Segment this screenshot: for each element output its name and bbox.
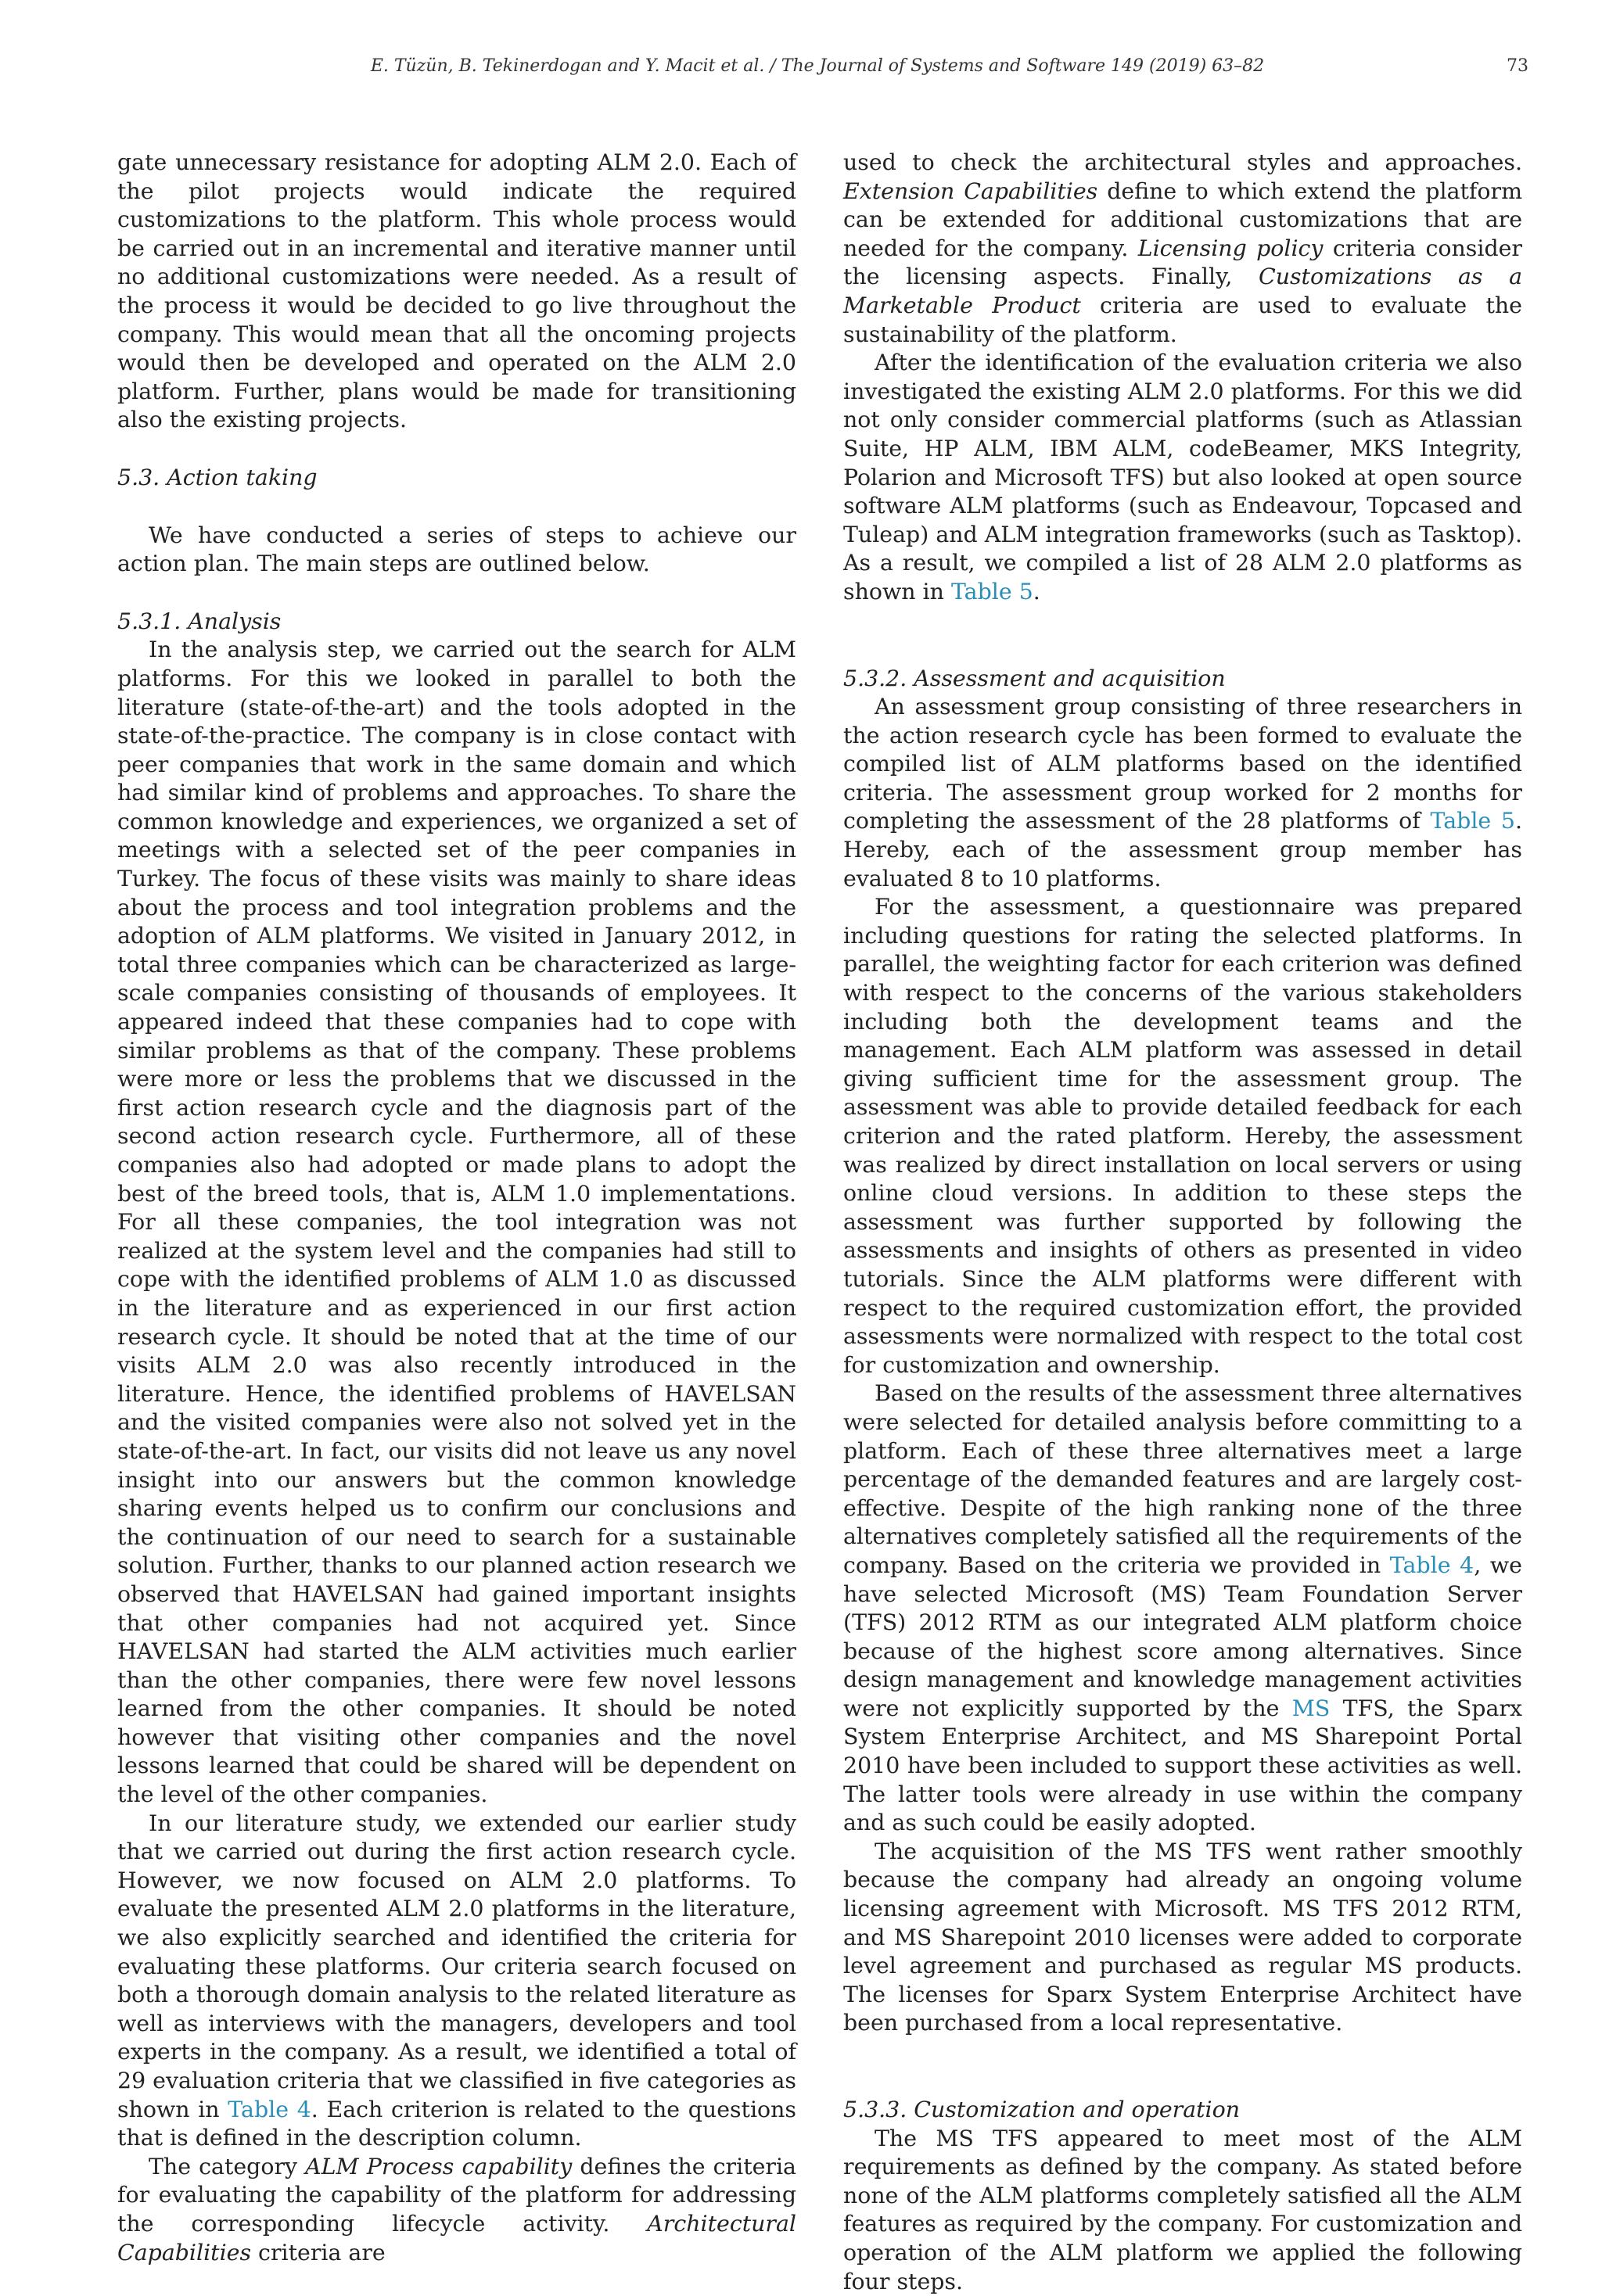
left-column bbox=[117, 149, 796, 2267]
paragraph-customization: The MS TFS appeared to meet most of the ALM requirements as defined by the company. As stated before none of the ALM platforms completely satisfied all the ALM features as required by the company. For customization and operation of the ALM platform we applied the following four steps. bbox=[843, 2125, 1522, 2294]
table-4-link[interactable]: Table 4 bbox=[228, 2096, 311, 2122]
subsection-heading-analysis: 5.3.1. Analysis bbox=[117, 608, 282, 634]
paragraph-literature-study: In our literature study, we extended our earlier study that we carried out during the first action research cycle. However, we now focused on ALM 2.0 platforms. To evaluate the presented ALM 2.0 platforms in the literature, we also explicitly searched and identified the criteria for evaluating these platforms. Our criteria search focused on both a thorough domain analysis to the related literature as well as interviews with the managers, developers and tool experts in the company. As a result, we identified a total of 29 evaluation criteria that we classified in five categories as shown in Table 4. Each criterion is related to the questions that is defined in the description column. bbox=[117, 1810, 796, 2151]
journal-citation: E. Tüzün, B. Tekinerdogan and Y. Macit et al. / The Journal of Systems and Software 149 (2019) 63–82 bbox=[370, 56, 1265, 76]
table-5-link[interactable]: Table 5 bbox=[950, 578, 1033, 604]
paragraph-questionnaire: For the assessment, a questionnaire was prepared including questions for rating the selected platforms. In parallel, the weighting factor for each criterion was defined with respect to the concerns of the various stakeholders including both the development teams and the management. Each ALM platform was assessed in detail giving sufficient time for the assessment group. The assessment was able to provide detailed feedback for each criterion and the rated platform. Hereby, the assessment was realized by direct installation on local servers or using online cloud versions. In addition to these steps the assessment was further supported by following the assessments and insights of others as presented in video tutorials. Since the ALM platforms were different with respect to the required customization effort, the provided assessments were normalized with respect to the total cost for customization and ownership. bbox=[843, 894, 1522, 1378]
paragraph-alternatives: Based on the results of the assessment three alternatives were selected for detailed analysis before committing to a platform. Each of these three alternatives meet a large percentage of the demanded features and are largely cost-effective. Despite of the high ranking none of the three alternatives completely satisfied all the requirements of the company. Based on the criteria we provided in Table 4, we have selected Microsoft (MS) Team Foundation Server (TFS) 2012 RTM as our integrated ALM platform choice because of the highest score among alternatives. Since design management and knowledge management activities were not explicitly supported by the MS TFS, the Sparx System Enterprise Architect, and MS Sharepoint Portal 2010 have been included to support these activities as well. The latter tools were already in use within the company and as such could be easily adopted. bbox=[843, 1380, 1522, 1836]
paragraph-criteria-categories: The category ALM Process capability defines the criteria for evaluating the capability of the platform for addressing the corresponding lifecycle activity. Architectural Capabilities criteria are bbox=[117, 2153, 796, 2266]
subsection-heading-assessment: 5.3.2. Assessment and acquisition bbox=[843, 665, 1226, 691]
paragraph-criteria-continued: used to check the architectural styles and approaches. Extension Capabilities define to which extend the platform can be extended for additional customizations that are needed for the company. Licensing policy criteria consider the licensing aspects. Finally, Customizations as a Marketable Product criteria are used to evaluate the sustainability of the platform. bbox=[843, 149, 1522, 347]
page-number: 73 bbox=[1507, 56, 1528, 76]
right-column bbox=[843, 149, 1522, 2296]
ms-link[interactable]: MS bbox=[1291, 1695, 1331, 1721]
paragraph-continuation: gate unnecessary resistance for adopting ALM 2.0. Each of the pilot projects would indicate the required customizations to the platform. This whole process would be carried out in an incremental and iterative manner until no additional customizations were needed. As a result of the process it would be decided to go live throughout the company. This would mean that all the oncoming projects would then be developed and operated on the ALM 2.0 platform. Further, plans would be made for transitioning also the existing projects. bbox=[117, 149, 796, 433]
subsection-heading-customization: 5.3.3. Customization and operation bbox=[843, 2097, 1240, 2122]
table-4-link[interactable]: Table 4 bbox=[1389, 1552, 1474, 1578]
paragraph-analysis: In the analysis step, we carried out the search for ALM platforms. For this we looked in parallel to both the literature (state-of-the-art) and the tools adopted in the state-of-the-practice. The company is in close contact with peer companies that work in the same domain and which had similar kind of problems and approaches. To share the common knowledge and experiences, we organized a set of meetings with a selected set of the peer companies in Turkey. The focus of these visits was mainly to share ideas about the process and tool integration problems and the adoption of ALM platforms. We visited in January 2012, in total three companies which can be characterized as large-scale companies consisting of thousands of employees. It appeared indeed that these companies had to cope with similar problems as that of the company. These problems were more or less the problems that we discussed in the first action research cycle and the diagnosis part of the second action research cycle. Furthermore, all of these companies also had adopted or made plans to adopt the best of the breed tools, that is, ALM 1.0 implementations. For all these companies, the tool integration was not realized at the system level and the companies had still to cope with the identified problems of ALM 1.0 as discussed in the literature and as experienced in our first action research cycle. It should be noted that at the time of our visits ALM 2.0 was also recently introduced in the literature. Hence, the identified problems of HAVELSAN and the visited companies were also not solved yet in the state-of-the-art. In fact, our visits did not leave us any novel insight into our answers but the common knowledge sharing events helped us to confirm our conclusions and the continuation of our need to search for a sustainable solution. Further, thanks to our planned action research we observed that HAVELSAN had gained important insights that other companies had not acquired yet. Since HAVELSAN had started the ALM activities much earlier than the other companies, there were few novel lessons learned from the other companies. It should be noted however that visiting other companies and the novel lessons learned that could be shared will be dependent on the level of the other companies. bbox=[117, 637, 796, 1808]
paragraph-acquisition: The acquisition of the MS TFS went rather smoothly because the company had already an ongoing volume licensing agreement with Microsoft. MS TFS 2012 RTM, and MS Sharepoint 2010 licenses were added to corporate level agreement and purchased as regular MS products. The licenses for Sparx System Enterprise Architect have been purchased from a local representative. bbox=[843, 1838, 1522, 2036]
paragraph-steps-intro: We have conducted a series of steps to achieve our action plan. The main steps are outlined below. bbox=[117, 522, 796, 577]
paragraph-platform-investigation: After the identification of the evaluation criteria we also investigated the existing ALM 2.0 platforms. For this we did not only consider commercial platforms (such as Atlassian Suite, HP ALM, IBM ALM, codeBeamer, MKS Integrity, Polarion and Microsoft TFS) but also looked at open source software ALM platforms (such as Endeavour, Topcased and Tuleap) and ALM integration frameworks (such as Tasktop). As a result, we compiled a list of 28 ALM 2.0 platforms as shown in Table 5. bbox=[843, 350, 1522, 604]
table-5-link[interactable]: Table 5 bbox=[1430, 808, 1515, 834]
paragraph-assessment-group: An assessment group consisting of three researchers in the action research cycle has been formed to evaluate the compiled list of ALM platforms based on the identified criteria. The assessment group worked for 2 months for completing the assessment of the 28 platforms of Table 5. Hereby, each of the assessment group member has evaluated 8 to 10 platforms. bbox=[843, 694, 1522, 891]
section-heading-action-taking: 5.3. Action taking bbox=[117, 464, 318, 490]
